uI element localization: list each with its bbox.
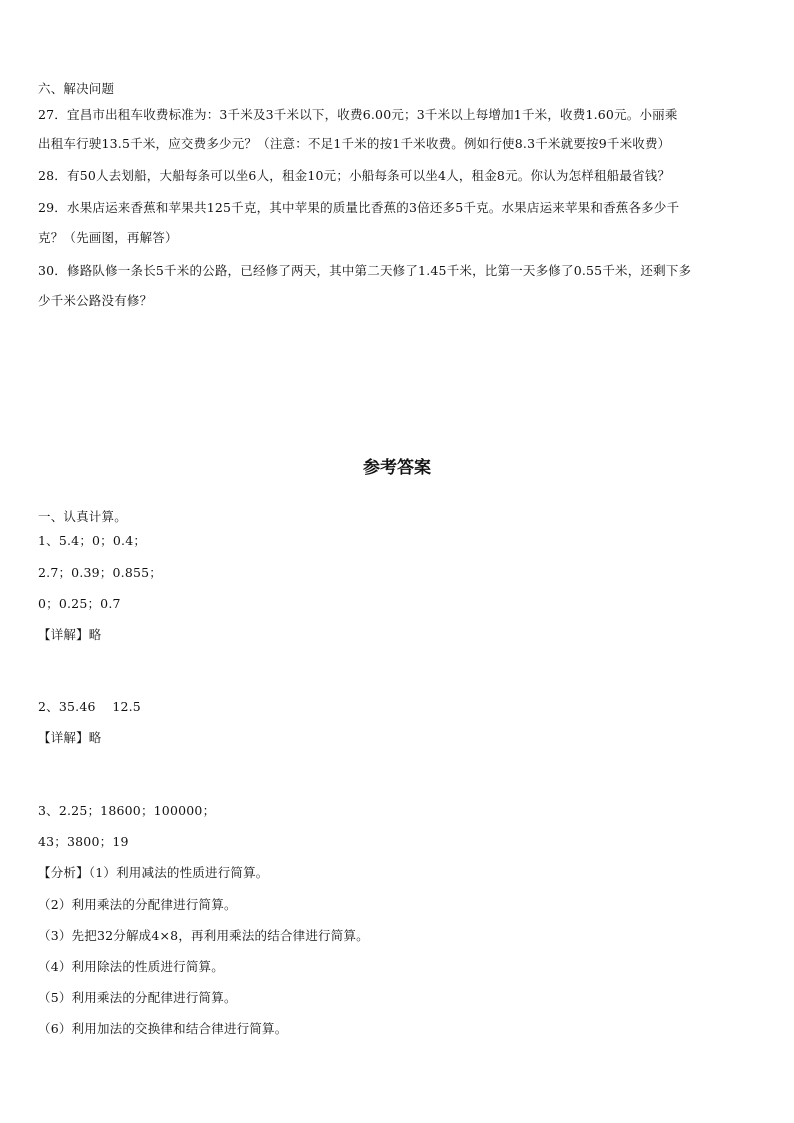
- answer-1-line2: 2.7；0.39；0.855；: [38, 565, 162, 580]
- answer-3-analysis5: （5）利用乘法的分配律进行简算。: [38, 990, 237, 1005]
- answer-3-line2: 43；3800；19: [38, 834, 129, 849]
- answer-1-line1: 1、5.4；0；0.4；: [38, 533, 147, 548]
- answer-3-analysis2: （2）利用乘法的分配律进行简算。: [38, 897, 237, 912]
- answers-title: 参考答案: [363, 458, 431, 478]
- question-30-line1: 30．修路队修一条长5千米的公路，已经修了两天，其中第二天修了1.45千米，比第一天多修了0.55千米，还剩下多: [38, 263, 692, 278]
- question-27-line2: 出租车行驶13.5千米，应交费多少元？（注意：不足1千米的按1千米收费。例如行使8.3千米就要按9千米收费）: [38, 136, 671, 151]
- answers-part1-heading: 一、认真计算。: [38, 509, 127, 524]
- answer-2-line1: 2、35.46 12.5: [38, 699, 141, 714]
- answer-3-analysis3: （3）先把32分解成4×8，再利用乘法的结合律进行简算。: [38, 928, 369, 943]
- answer-3-analysis6: （6）利用加法的交换律和结合律进行简算。: [38, 1021, 288, 1036]
- question-30-line2: 少千米公路没有修？: [38, 293, 153, 308]
- answer-2-detail: 【详解】略: [38, 730, 102, 745]
- question-28: 28．有50人去划船，大船每条可以坐6人，租金10元；小船每条可以坐4人，租金8元。你认为怎样租船最省钱？: [38, 168, 671, 183]
- question-27-line1: 27．宜昌市出租车收费标准为：3千米及3千米以下，收费6.00元；3千米以上每增加1千米，收费1.60元。小丽乘: [38, 107, 678, 122]
- answer-3-analysis1: 【分析】（1）利用减法的性质进行简算。: [38, 865, 269, 880]
- answer-3-line1: 3、2.25；18600；100000；: [38, 803, 216, 818]
- question-29-line1: 29．水果店运来香蕉和苹果共125千克，其中苹果的质量比香蕉的3倍还多5千克。水果店运来苹果和香蕉各多少千: [38, 200, 680, 215]
- answer-1-detail: 【详解】略: [38, 627, 102, 642]
- section-heading: 六、解决问题: [38, 81, 115, 96]
- question-29-line2: 克？（先画图，再解答）: [38, 230, 178, 245]
- answer-3-analysis4: （4）利用除法的性质进行简算。: [38, 959, 224, 974]
- answer-1-line3: 0；0.25；0.7: [38, 596, 121, 611]
